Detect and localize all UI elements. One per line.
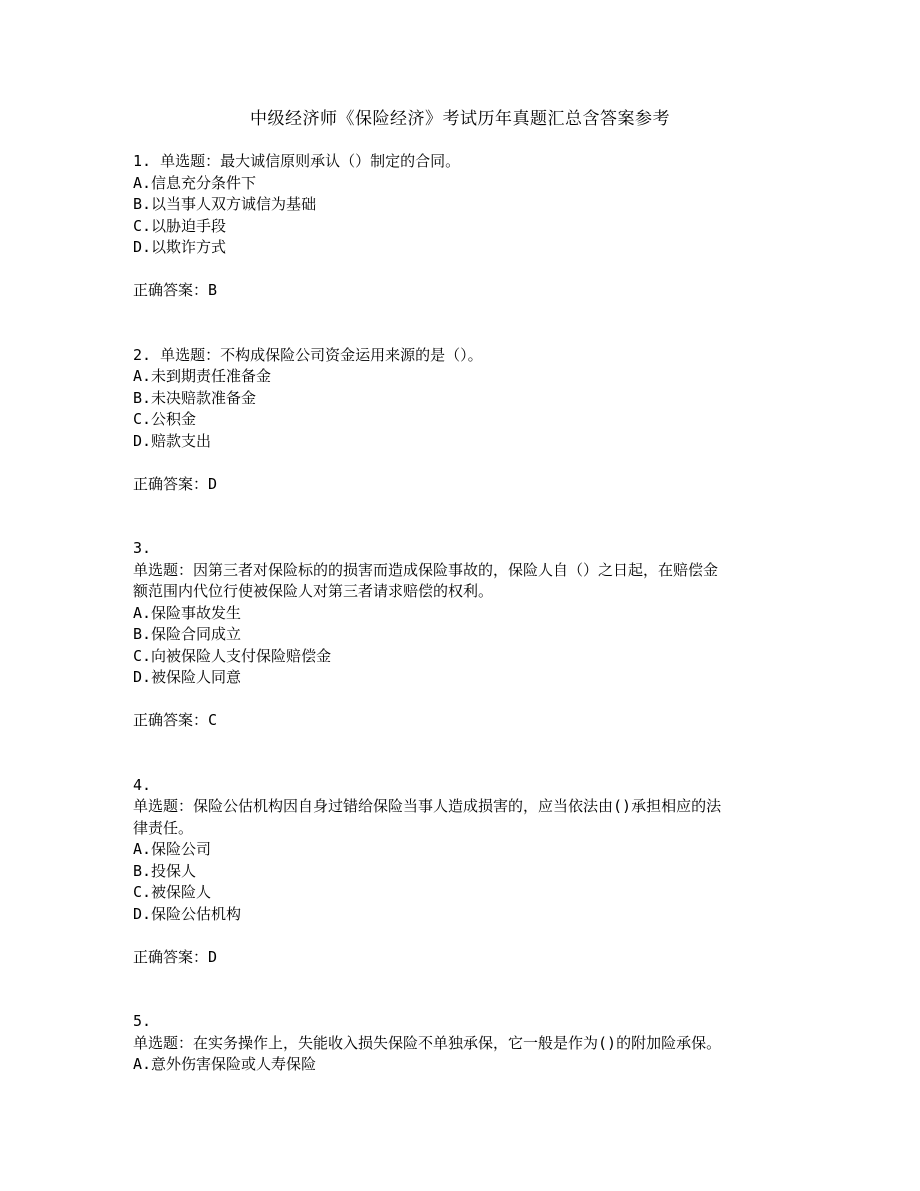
question-stem [133, 538, 793, 603]
question-stem [133, 345, 793, 367]
question-4 [133, 775, 793, 969]
option-b: B.以当事人双方诚信为基础 [133, 195, 317, 213]
question-stem-line: 单选题：保险公估机构因自身过错给保险当事人造成损害的，应当依法由()承担相应的法 [133, 797, 722, 815]
option-d: D.赔款支出 [133, 431, 212, 450]
question-stem-line: 2. 单选题：不构成保险公司资金运用来源的是（）。 [133, 345, 483, 364]
correct-answer: 正确答案：D [133, 947, 218, 966]
option-b: B.投保人 [133, 861, 197, 880]
correct-answer: 正确答案：D [133, 474, 218, 493]
question-stem-line: 1. 单选题：最大诚信原则承认（）制定的合同。 [133, 152, 461, 170]
question-stem-line: 单选题：在实务操作上，失能收入损失保险不单独承保，它一般是作为()的附加险承保。 [133, 1033, 722, 1052]
option-d: D.保险公估机构 [133, 904, 242, 923]
option-a: A.信息充分条件下 [133, 173, 257, 192]
question-stem [133, 775, 793, 840]
question-number: 5. [133, 1012, 152, 1030]
question-stem [133, 1011, 793, 1054]
option-c: C.公积金 [133, 410, 197, 428]
correct-answer: 正确答案：C [133, 711, 218, 729]
question-number: 4. [133, 775, 152, 794]
option-a: A.保险公司 [133, 840, 212, 858]
option-c: C.向被保险人支付保险赔偿金 [133, 646, 332, 665]
option-b: B.保险合同成立 [133, 625, 242, 643]
question-stem-line: 额范围内代位行使被保险人对第三者请求赔偿的权利。 [133, 582, 494, 600]
question-1 [133, 151, 793, 302]
question-3 [133, 538, 793, 732]
question-number: 3. [133, 539, 152, 557]
option-b: B.未决赔款准备金 [133, 388, 257, 407]
question-stem-line: 律责任。 [133, 818, 194, 837]
question-stem [133, 151, 793, 173]
question-spacer [133, 732, 793, 775]
option-a: A.保险事故发生 [133, 603, 242, 622]
option-d: D.以欺诈方式 [133, 238, 227, 256]
option-c: C.以胁迫手段 [133, 216, 227, 235]
question-stem-line: 单选题：因第三者对保险标的的损害而造成保险事故的，保险人自（）之日起，在赔偿金 [133, 560, 719, 579]
document-title: 中级经济师《保险经济》考试历年真题汇总含答案参考 [250, 109, 670, 129]
question-list [133, 151, 793, 1076]
correct-answer: 正确答案：B [133, 281, 218, 299]
question-5 [133, 1011, 793, 1076]
option-a: A.未到期责任准备金 [133, 367, 272, 385]
option-c: C.被保险人 [133, 883, 212, 901]
question-spacer [133, 302, 793, 345]
option-d: D.被保险人同意 [133, 668, 242, 686]
question-spacer [133, 968, 793, 1011]
question-2 [133, 345, 793, 496]
option-a: A.意外伤害保险或人寿保险 [133, 1055, 317, 1073]
question-spacer [133, 495, 793, 538]
